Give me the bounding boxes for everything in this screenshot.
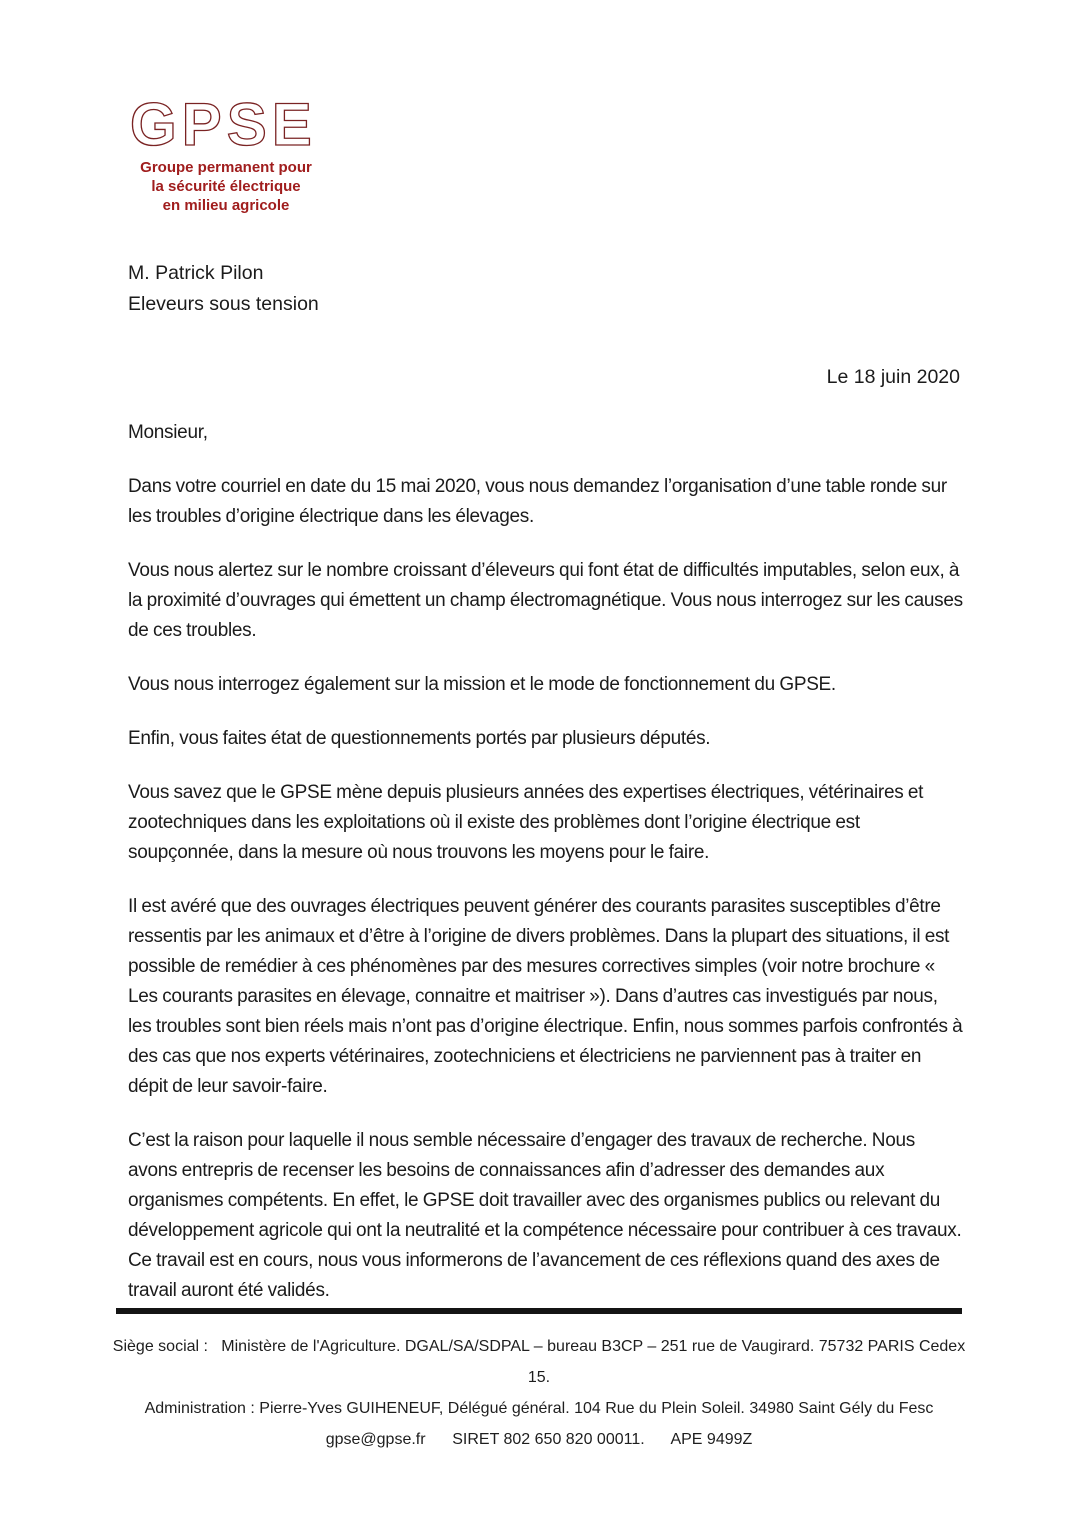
recipient-organization: Eleveurs sous tension xyxy=(128,293,319,315)
logo-tagline-line-1: Groupe permanent pour xyxy=(140,159,312,176)
letter-date: Le 18 juin 2020 xyxy=(826,366,960,388)
gpse-logo xyxy=(128,90,324,215)
recipient-block xyxy=(128,258,319,320)
paragraph-6: Il est avéré que des ouvrages électriques peuvent générer des courants parasites susceptibles d’être ressentis par les animaux et d’être à l’origine de divers problèmes. Dans la plupart des situations, il est possible de remédier à ces phénomènes par des mesures correctives simples (voir notre brochure « Les courants parasites en élevage, connaitre et maitriser »). Dans d’autres cas investigués par nous, les troubles sont bien réels mais n’ont pas d’origine électrique. Enfin, nous sommes parfois confrontés à des cas que nos experts vétérinaires, zootechniciens et électriciens ne parviennent pas à traiter en dépit de leur savoir-faire. xyxy=(128,896,963,1097)
gpse-logo-icon xyxy=(128,90,324,156)
footer-siege-social: Siège social : Ministère de l'Agriculture. DGAL/SA/SDPAL – bureau B3CP – 251 rue de Vaugirard. 75732 PARIS Cedex 15. xyxy=(112,1338,970,1386)
gpse-logo-acronym: GPSE xyxy=(130,91,317,156)
footer-block xyxy=(106,1331,972,1455)
letter-body xyxy=(128,418,964,1330)
gpse-logo-tagline xyxy=(128,158,324,215)
logo-tagline-line-2: la sécurité électrique xyxy=(151,178,301,195)
logo-tagline-line-3: en milieu agricole xyxy=(162,197,290,214)
paragraph-3: Vous nous interrogez également sur la mission et le mode de fonctionnement du GPSE. xyxy=(128,674,836,695)
salutation: Monsieur, xyxy=(128,422,208,443)
footer-administration: Administration : Pierre-Yves GUIHENEUF, Délégué général. 104 Rue du Plein Soleil. 34980 Saint Gély du Fesc xyxy=(144,1400,934,1417)
paragraph-4: Enfin, vous faites état de questionnements portés par plusieurs députés. xyxy=(128,728,711,749)
footer-contact-siret-ape: gpse@gpse.fr SIRET 802 650 820 00011. APE 9499Z xyxy=(325,1431,753,1448)
paragraph-7: C’est la raison pour laquelle il nous semble nécessaire d’engager des travaux de recherche. Nous avons entrepris de recenser les besoins de connaissances afin d’adresser des demandes aux organismes compétents. En effet, le GPSE doit travailler avec des organismes publics ou relevant du développement agricole qui ont la neutralité et la compétence nécessaire pour contribuer à ces travaux. Ce travail est en cours, nous vous informerons de l’avancement de ces réflexions quand des axes de travail auront été validés. xyxy=(128,1130,962,1301)
recipient-name: M. Patrick Pilon xyxy=(128,262,264,284)
footer-divider-rule xyxy=(116,1308,962,1314)
paragraph-2: Vous nous alertez sur le nombre croissant d’éleveurs qui font état de difficultés imputables, selon eux, à la proximité d’ouvrages qui émettent un champ électromagnétique. Vous nous interrogez sur les causes de ces troubles. xyxy=(128,560,963,641)
paragraph-5: Vous savez que le GPSE mène depuis plusieurs années des expertises électriques, vétérinaires et zootechniques dans les exploitations où il existe des problèmes dont l’origine électrique est soupçonnée, dans la mesure où nous trouvons les moyens pour le faire. xyxy=(128,782,924,863)
paragraph-1: Dans votre courriel en date du 15 mai 2020, vous nous demandez l’organisation d’une table ronde sur les troubles d’origine électrique dans les élevages. xyxy=(128,476,947,527)
